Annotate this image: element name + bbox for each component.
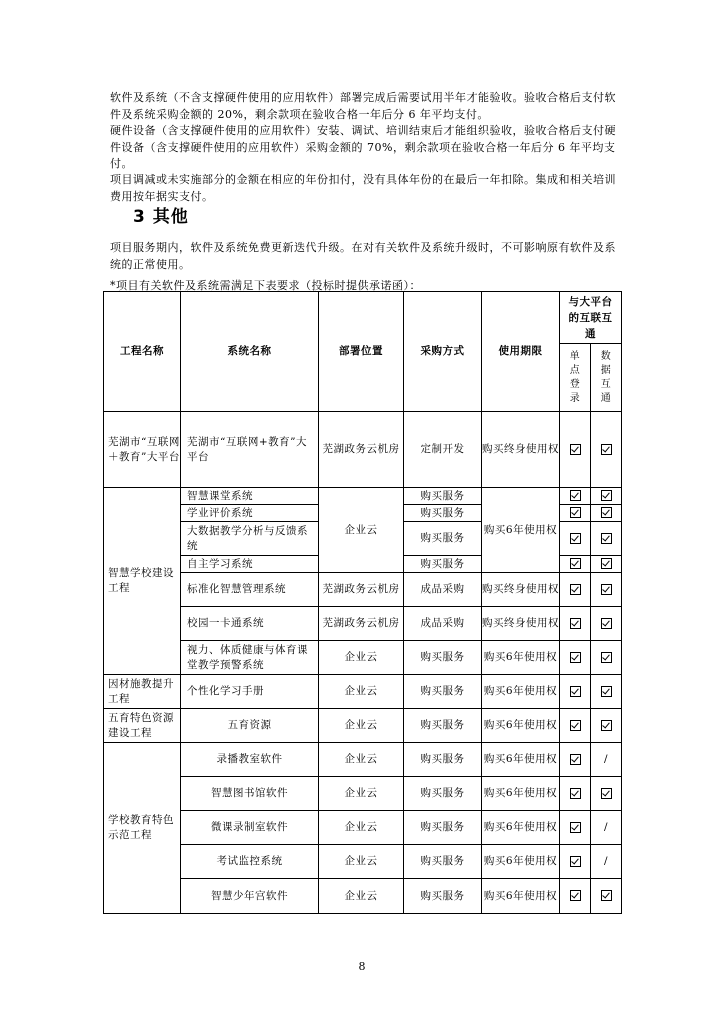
header-sso: 单点登录 — [560, 344, 591, 412]
header-location: 部署位置 — [319, 292, 404, 412]
project-cell: 因材施教提升工程 — [104, 675, 181, 709]
location-cell: 企业云 — [319, 675, 404, 709]
location-cell: 芜湖政务云机房 — [319, 607, 404, 641]
requirements-table — [103, 291, 622, 914]
checkbox-checked-icon — [570, 686, 581, 697]
table-row — [104, 641, 622, 675]
table-row — [104, 845, 622, 879]
checkbox-checked-icon — [601, 533, 612, 544]
data-cell — [591, 556, 622, 573]
method-cell: 定制开发 — [404, 412, 482, 488]
checkbox-checked-icon — [601, 652, 612, 663]
system-cell: 智慧课堂系统 — [181, 488, 319, 505]
table-row — [104, 488, 622, 505]
data-cell — [591, 488, 622, 505]
method-cell: 购买服务 — [404, 505, 482, 522]
method-cell: 购买服务 — [404, 522, 482, 556]
data-cell: / — [591, 743, 622, 777]
term-cell: 购买6年使用权 — [482, 879, 560, 914]
location-cell: 企业云 — [319, 845, 404, 879]
data-cell: / — [591, 811, 622, 845]
term-cell: 购买终身使用权 — [482, 412, 560, 488]
method-cell: 购买服务 — [404, 879, 482, 914]
checkbox-checked-icon — [601, 558, 612, 569]
sso-cell — [560, 505, 591, 522]
checkbox-checked-icon — [570, 490, 581, 501]
checkbox-checked-icon — [570, 584, 581, 595]
payment-deduction-note: 项目调减或未实施部分的金额在相应的年份扣付，没有具体年份的在最后一年扣除。集成和相关培训费用按年据实支付。 — [110, 173, 616, 203]
location-cell: 企业云 — [319, 777, 404, 811]
sso-cell — [560, 412, 591, 488]
term-cell: 购买6年使用权 — [482, 675, 560, 709]
data-cell — [591, 879, 622, 914]
method-cell: 购买服务 — [404, 777, 482, 811]
system-cell: 智慧少年宫软件 — [181, 879, 319, 914]
checkbox-checked-icon — [601, 507, 612, 518]
method-cell: 购买服务 — [404, 641, 482, 675]
sso-cell — [560, 811, 591, 845]
sso-cell — [560, 641, 591, 675]
system-cell: 自主学习系统 — [181, 556, 319, 573]
data-cell — [591, 709, 622, 743]
sso-cell — [560, 879, 591, 914]
checkbox-checked-icon — [570, 856, 581, 867]
system-cell: 智慧图书馆软件 — [181, 777, 319, 811]
checkbox-checked-icon — [570, 444, 581, 455]
system-cell: 标准化智慧管理系统 — [181, 573, 319, 607]
checkbox-checked-icon — [601, 720, 612, 731]
system-cell: 微课录制室软件 — [181, 811, 319, 845]
sso-cell — [560, 743, 591, 777]
table-row — [104, 743, 622, 777]
method-cell: 成品采购 — [404, 573, 482, 607]
method-cell: 成品采购 — [404, 607, 482, 641]
data-cell — [591, 505, 622, 522]
table-row — [104, 709, 622, 743]
data-cell: / — [591, 845, 622, 879]
checkbox-checked-icon — [601, 490, 612, 501]
method-cell: 购买服务 — [404, 743, 482, 777]
checkbox-checked-icon — [570, 618, 581, 629]
project-cell: 五育特色资源建设工程 — [104, 709, 181, 743]
checkbox-checked-icon — [601, 444, 612, 455]
system-cell: 录播教室软件 — [181, 743, 319, 777]
method-cell: 购买服务 — [404, 675, 482, 709]
header-data: 数据互通 — [591, 344, 622, 412]
table-row — [104, 412, 622, 488]
system-cell: 视力、体质健康与体育课堂教学预警系统 — [181, 641, 319, 675]
checkbox-checked-icon — [601, 788, 612, 799]
term-cell: 购买6年使用权 — [482, 743, 560, 777]
data-cell — [591, 522, 622, 556]
page-number: 8 — [358, 960, 366, 973]
payment-terms-hardware: 硬件设备（含支撑硬件使用的应用软件）安装、调试、培训结束后才能组织验收，验收合格后支付硬件设备（含支撑硬件使用的应用软件）采购金额的 70%，剩余款项在验收合格一年后分 6 年平均支付。 — [110, 124, 616, 170]
data-cell — [591, 573, 622, 607]
system-cell: 芜湖市“互联网+教育”大平台 — [181, 412, 319, 488]
checkbox-checked-icon — [601, 890, 612, 901]
term-cell: 购买6年使用权 — [482, 641, 560, 675]
upgrade-note: 项目服务期内，软件及系统免费更新迭代升级。在对有关软件及系统升级时，不可影响原有软件及系统的正常使用。 — [110, 241, 616, 271]
sso-cell — [560, 675, 591, 709]
table-row — [104, 675, 622, 709]
term-cell: 购买终身使用权 — [482, 607, 560, 641]
table-row — [104, 777, 622, 811]
checkbox-checked-icon — [570, 720, 581, 731]
data-cell — [591, 675, 622, 709]
term-cell: 购买6年使用权 — [482, 488, 560, 573]
header-method: 采购方式 — [404, 292, 482, 412]
checkbox-checked-icon — [601, 618, 612, 629]
payment-terms-software: 软件及系统（不含支撑硬件使用的应用软件）部署完成后需要试用半年才能验收。验收合格后支付软件及系统采购金额的 20%，剩余款项在验收合格一年后分 6 年平均支付。 — [110, 91, 616, 121]
term-cell: 购买6年使用权 — [482, 845, 560, 879]
term-cell: 购买终身使用权 — [482, 573, 560, 607]
location-cell: 芜湖政务云机房 — [319, 573, 404, 607]
location-cell: 芜湖政务云机房 — [319, 412, 404, 488]
location-cell: 企业云 — [319, 811, 404, 845]
project-cell: 学校教育特色示范工程 — [104, 743, 181, 914]
checkbox-checked-icon — [570, 890, 581, 901]
method-cell: 购买服务 — [404, 811, 482, 845]
term-cell: 购买6年使用权 — [482, 709, 560, 743]
method-cell: 购买服务 — [404, 709, 482, 743]
sso-cell — [560, 556, 591, 573]
location-cell: 企业云 — [319, 709, 404, 743]
sso-cell — [560, 573, 591, 607]
sso-cell — [560, 488, 591, 505]
system-cell: 个性化学习手册 — [181, 675, 319, 709]
location-cell: 企业云 — [319, 743, 404, 777]
header-system: 系统名称 — [181, 292, 319, 412]
sso-cell — [560, 777, 591, 811]
data-cell — [591, 412, 622, 488]
table-row — [104, 811, 622, 845]
method-cell: 购买服务 — [404, 556, 482, 573]
system-cell: 大数据教学分析与反馈系统 — [181, 522, 319, 556]
checkbox-checked-icon — [570, 507, 581, 518]
project-cell: 智慧学校建设工程 — [104, 488, 181, 675]
data-cell — [591, 607, 622, 641]
location-cell: 企业云 — [319, 641, 404, 675]
location-cell: 企业云 — [319, 879, 404, 914]
checkbox-checked-icon — [570, 652, 581, 663]
project-cell: 芜湖市“互联网＋教育”大平台 — [104, 412, 181, 488]
term-cell: 购买6年使用权 — [482, 811, 560, 845]
header-term: 使用期限 — [482, 292, 560, 412]
checkbox-checked-icon — [570, 822, 581, 833]
table-intro: *项目有关软件及系统需满足下表要求（投标时提供承诺函）： — [110, 279, 421, 292]
header-interconnect: 与大平台的互联互通 — [560, 292, 622, 344]
method-cell: 购买服务 — [404, 488, 482, 505]
checkbox-checked-icon — [570, 558, 581, 569]
sso-cell — [560, 845, 591, 879]
table-row — [104, 879, 622, 914]
table-row — [104, 573, 622, 607]
location-cell: 企业云 — [319, 488, 404, 573]
section-heading-other: 3 其他 — [133, 207, 189, 227]
sso-cell — [560, 709, 591, 743]
system-cell: 五育资源 — [181, 709, 319, 743]
method-cell: 购买服务 — [404, 845, 482, 879]
data-cell — [591, 777, 622, 811]
sso-cell — [560, 607, 591, 641]
system-cell: 校园一卡通系统 — [181, 607, 319, 641]
term-cell: 购买6年使用权 — [482, 777, 560, 811]
table-row — [104, 607, 622, 641]
system-cell: 学业评价系统 — [181, 505, 319, 522]
sso-cell — [560, 522, 591, 556]
checkbox-checked-icon — [601, 584, 612, 595]
checkbox-checked-icon — [570, 533, 581, 544]
checkbox-checked-icon — [570, 788, 581, 799]
checkbox-checked-icon — [601, 686, 612, 697]
system-cell: 考试监控系统 — [181, 845, 319, 879]
header-project: 工程名称 — [104, 292, 181, 412]
data-cell — [591, 641, 622, 675]
checkbox-checked-icon — [570, 754, 581, 765]
